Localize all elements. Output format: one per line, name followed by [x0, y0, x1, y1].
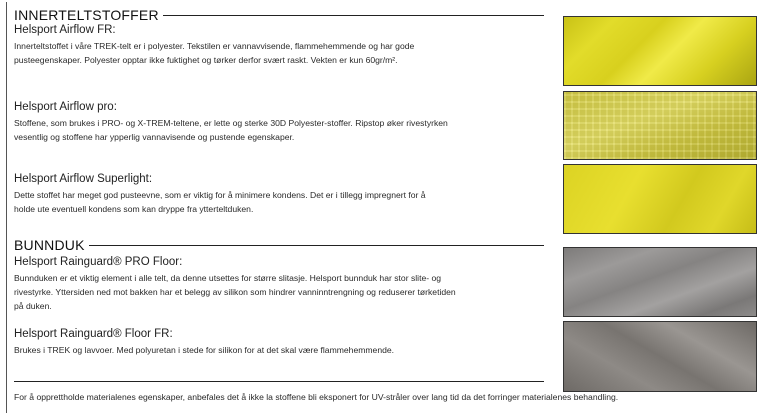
fabric-name: Helsport Airflow Superlight:: [14, 173, 153, 185]
fabric-rainguard-floor-fr: [14, 328, 544, 357]
fabric-description: Brukes i TREK og lavvoer. Med polyuretan i stede for silikon for at det skal være flammehemmende.: [14, 345, 395, 355]
fabric-rainguard-pro-floor: [14, 256, 544, 313]
heading-rule: [163, 15, 544, 16]
swatch-airflow-fr: [563, 16, 757, 86]
fabric-name: Helsport Airflow pro:: [14, 101, 117, 113]
fabric-airflow-superlight: [14, 173, 544, 216]
swatch-rainguard-pro-floor: [563, 247, 757, 317]
section-title: BUNNDUK: [14, 237, 85, 253]
fabric-airflow-fr: [14, 24, 544, 67]
fabric-name: Helsport Rainguard® Floor FR:: [14, 328, 173, 340]
swatch-rainguard-floor-fr: [563, 321, 757, 392]
fabric-description: Innerteltstoffet i våre TREK-telt er i polyester. Tekstilen er vannavvisende, flammehemmende og har gode pusteegenskaper. Polyester opptar ikke fuktighet og tørker derfor svært raskt. Vekten er kun 60gr/m².: [14, 41, 415, 65]
heading-rule: [89, 245, 544, 246]
uv-care-note: For å opprettholde materialenes egenskaper, anbefales det å ikke la stoffene bli eksponert for UV-stråler over lang tid da det forringer materialenes behandling.: [14, 392, 619, 402]
section-title: INNERTELTSTOFFER: [14, 7, 159, 23]
fabric-name: Helsport Rainguard® PRO Floor:: [14, 256, 183, 268]
footer-divider: [14, 381, 544, 382]
left-margin-rule: [6, 2, 7, 413]
swatch-airflow-superlight: [563, 164, 757, 234]
section-heading-bunnduk: [14, 237, 544, 253]
fabric-description: Stoffene, som brukes i PRO- og X-TREM-teltene, er lette og sterke 30D Polyester-stoffer. Ripstop øker rivestyrken vesentlig og stoffene har ypperlig vannavisende og pustende egenskaper.: [14, 118, 448, 142]
fabric-description: Dette stoffet har meget god pusteevne, som er viktig for å minimere kondens. Det er i tillegg impregnert for å holde ute eventuell kondens som kan dryppe fra ytterteltduken.: [14, 190, 426, 214]
fabric-name: Helsport Airflow FR:: [14, 24, 116, 36]
swatch-airflow-pro: [563, 91, 757, 160]
fabric-airflow-pro: [14, 101, 544, 144]
fabric-description: Bunnduken er et viktig element i alle telt, da denne utsettes for større slitasje. Helsport bunnduk har stor slite- og rivestyrke. Yttersiden ned mot bakken har et belegg av silikon som hindrer vanninntrengning og reduserer tørketiden på duken.: [14, 273, 456, 311]
section-heading-innerteltstoffer: [14, 7, 544, 23]
